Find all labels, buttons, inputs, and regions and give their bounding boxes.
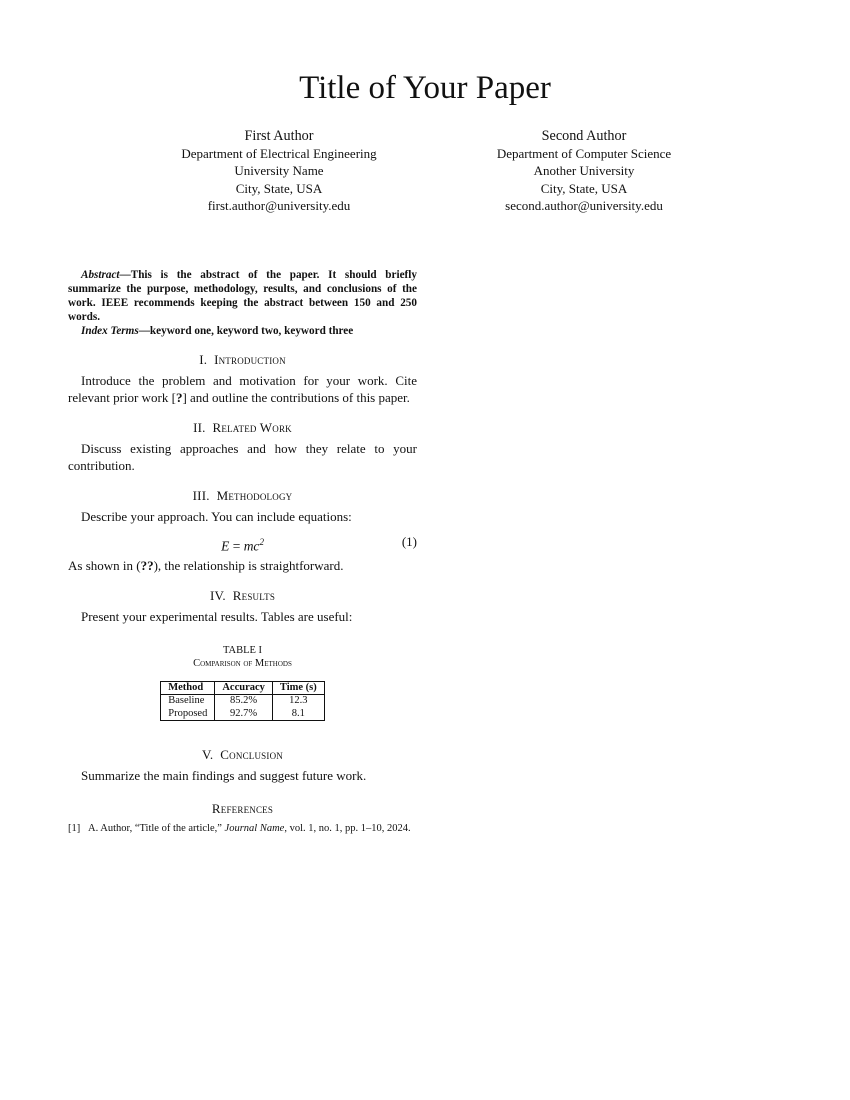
reference-item: [68, 822, 417, 835]
table-caption: Comparison of Methods: [193, 657, 292, 669]
methodology-followup-text: [68, 558, 417, 575]
section-heading-conclusion: [68, 747, 417, 763]
index-terms-text: keyword one, keyword two, keyword three: [149, 325, 354, 337]
section-heading-introduction: [68, 352, 417, 368]
equation-expression: [68, 534, 417, 555]
reference-tag: [1]: [68, 822, 81, 834]
references-heading: References: [211, 800, 274, 816]
left-column: [68, 268, 417, 835]
author-block-2: [434, 128, 734, 214]
section-number: V.: [202, 747, 214, 762]
reference-journal: Journal Name: [224, 822, 285, 834]
equation-rhs: mc: [243, 538, 260, 553]
reference-text: , vol. 1, no. 1, pp. 1–10, 2024.: [284, 822, 411, 834]
equation-1: [68, 532, 417, 554]
equation-lhs: E: [221, 538, 230, 553]
table-header-cell: Method: [161, 681, 215, 695]
text-span: ] and outline the contributions of this paper.: [182, 389, 410, 405]
index-terms-label: Index Terms: [81, 325, 139, 337]
index-terms-dash: —: [138, 325, 150, 337]
equation-equals: =: [229, 538, 244, 553]
equation-reference[interactable]: ??: [140, 557, 154, 573]
author-location: City, State, USA: [235, 180, 323, 196]
table-cell: 8.1: [272, 708, 324, 721]
section-title: Introduction: [214, 352, 286, 367]
author-name: First Author: [244, 128, 314, 144]
section-number: II.: [193, 420, 206, 435]
table-row: [161, 708, 325, 721]
text-span: As shown in (: [68, 557, 141, 573]
related-work-text: Discuss existing approaches and how they relate to your contribution.: [68, 441, 417, 473]
abstract-label: Abstract: [81, 269, 120, 281]
author-block-1: [129, 128, 429, 214]
table-cell: Proposed: [161, 708, 215, 721]
section-heading-results: [68, 588, 417, 604]
methodology-text: Describe your approach. You can include equations:: [81, 509, 352, 524]
author-department: Department of Computer Science: [496, 146, 672, 162]
text-span: ), the relationship is straightforward.: [153, 557, 344, 573]
author-department: Department of Electrical Engineering: [181, 146, 377, 162]
section-heading-related-work: [68, 420, 417, 436]
conclusion-text: Summarize the main findings and suggest future work.: [81, 768, 367, 783]
section-number: IV.: [209, 588, 226, 603]
reference-text: A. Author, “Title of the article,”: [88, 822, 225, 834]
text-span: Introduce the problem and motivation for your work. Cite relevant prior work [: [68, 373, 417, 405]
table-cell: 12.3: [272, 695, 324, 708]
abstract-dash: —: [119, 269, 131, 281]
results-table: [160, 681, 325, 722]
section-number: III.: [192, 488, 210, 503]
section-title: Methodology: [216, 488, 293, 503]
table-cell: Baseline: [161, 695, 215, 708]
section-title: Results: [232, 588, 276, 603]
table-header-row: [161, 681, 325, 695]
table-cell: 92.7%: [215, 708, 273, 721]
section-number: I.: [199, 352, 208, 367]
author-location: City, State, USA: [540, 180, 628, 196]
table-header-cell: Time (s): [272, 681, 324, 695]
author-email: first.author@university.edu: [207, 197, 351, 213]
section-title: Related Work: [212, 420, 292, 435]
section-heading-methodology: [68, 488, 417, 504]
section-title: Conclusion: [220, 747, 283, 762]
citation[interactable]: ?: [175, 389, 183, 405]
abstract: [68, 268, 417, 324]
paper-title: Title of Your Paper: [299, 70, 551, 106]
author-organization: Another University: [533, 163, 635, 179]
equation-number: (1): [401, 533, 417, 549]
results-text: Present your experimental results. Tables are useful:: [81, 609, 353, 624]
introduction-text: [68, 373, 417, 406]
author-organization: University Name: [234, 163, 324, 179]
index-terms: [68, 324, 417, 338]
table-header-cell: Accuracy: [215, 681, 273, 695]
equation-exponent: 2: [259, 536, 264, 547]
table-cell: 85.2%: [215, 695, 273, 708]
table-label: TABLE I: [222, 644, 263, 656]
author-name: Second Author: [541, 128, 627, 144]
author-email: second.author@university.edu: [505, 197, 663, 213]
abstract-text: This is the abstract of the paper. It should briefly summarize the purpose, methodology, results, and conclusions of the work. IEEE recommends keeping the abstract between 150 and 250 words.: [68, 269, 417, 323]
table-row: [161, 695, 325, 708]
